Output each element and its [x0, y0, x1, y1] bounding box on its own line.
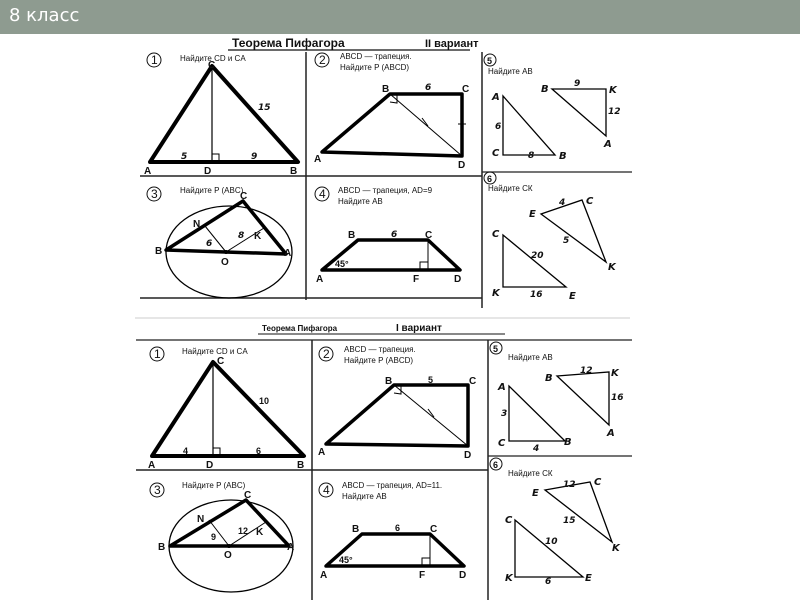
task-number: 6	[493, 460, 499, 470]
task-4	[315, 186, 461, 285]
variant-1-heading: Теорема Пифагора	[262, 324, 338, 333]
task-text: ABCD — трапеция.	[344, 345, 416, 354]
task-text: ABCD — трапеция.	[340, 52, 412, 61]
length-ad: 4	[183, 446, 189, 456]
triangle-abc	[150, 66, 298, 162]
task-text: Найдите СК	[488, 184, 533, 193]
variant-2-label: II вариант	[425, 38, 479, 50]
label-k: K	[256, 527, 264, 538]
label-n: N	[193, 219, 201, 230]
label-b: B	[352, 524, 360, 535]
triangle-abc	[166, 201, 286, 254]
label-c: C	[208, 60, 216, 71]
label-d: D	[464, 450, 472, 461]
task-text: Найдите CD и CA	[180, 54, 246, 63]
label-c: C	[430, 524, 438, 535]
length-ad: 5	[181, 152, 188, 162]
label-c: C	[586, 196, 594, 207]
length-ac: 3	[501, 409, 508, 419]
length-bc: 6	[391, 230, 398, 240]
label-c: C	[425, 230, 433, 241]
variant-2-sheet	[140, 36, 632, 308]
label-f: F	[413, 274, 420, 285]
length-ke: 16	[530, 290, 543, 300]
task-number: 4	[319, 187, 326, 201]
length-bc: 6	[395, 523, 401, 533]
label-b: B	[290, 166, 298, 177]
label-c: C	[498, 438, 506, 449]
label-k: K	[609, 85, 617, 96]
label-c: C	[217, 356, 225, 367]
length-ke: 6	[545, 577, 552, 587]
task-text: Найдите АВ	[488, 67, 533, 76]
task-number: 1	[154, 347, 161, 361]
length-ac: 6	[495, 122, 502, 132]
length-cb: 15	[258, 103, 271, 113]
task-text: Найдите AB	[342, 492, 387, 501]
label-c: C	[462, 84, 470, 95]
length-db: 6	[256, 446, 262, 456]
label-c: C	[492, 148, 500, 159]
label-c: C	[240, 191, 248, 202]
task-1	[148, 347, 304, 471]
label-c: C	[594, 477, 602, 488]
label-c: C	[244, 490, 252, 501]
task-6	[490, 458, 621, 587]
triangle-cke	[503, 235, 566, 287]
length-cb: 4	[533, 444, 540, 454]
label-a: A	[318, 447, 326, 458]
label-d: D	[204, 166, 212, 177]
task-1	[144, 53, 298, 177]
label-n: N	[197, 514, 205, 525]
task-text: Найдите AB	[338, 197, 383, 206]
label-b: B	[564, 437, 572, 448]
triangle-abc	[152, 362, 304, 456]
label-a: A	[314, 154, 322, 165]
task-number: 5	[493, 344, 499, 354]
task-text: ABCD — трапеция, AD=9	[338, 186, 433, 195]
task-5	[484, 54, 621, 162]
label-k: K	[492, 288, 500, 299]
task-text: Найдите CD и CA	[182, 347, 248, 356]
label-k: K	[254, 231, 262, 242]
task-number: 4	[323, 483, 330, 497]
length-on: 9	[211, 532, 217, 542]
label-a: A	[320, 570, 328, 581]
label-e: E	[532, 488, 539, 499]
angle-a: 45°	[335, 259, 349, 269]
label-c: C	[492, 229, 500, 240]
diagonal-bd	[394, 385, 468, 446]
length-on: 6	[206, 239, 213, 249]
task-6	[484, 172, 617, 302]
task-number: 6	[487, 174, 493, 184]
triangle-right	[557, 372, 609, 425]
label-e: E	[569, 291, 576, 302]
length-ok: 12	[238, 526, 249, 536]
label-a: A	[148, 460, 156, 471]
label-d: D	[206, 460, 214, 471]
label-b: B	[541, 84, 549, 95]
triangle-ekc	[545, 482, 612, 542]
center-o	[224, 250, 228, 254]
triangle-cke	[515, 520, 583, 577]
triangle-ekc	[541, 200, 606, 262]
slide-title: 8 класс	[9, 5, 80, 26]
triangle-right	[552, 89, 606, 136]
length-ek: 15	[563, 516, 576, 526]
label-a: A	[607, 428, 615, 439]
task-text: Найдите P (ABCD)	[340, 63, 410, 72]
task-number: 5	[487, 56, 493, 66]
label-b: B	[385, 376, 393, 387]
center-o	[227, 544, 231, 548]
task-2	[314, 52, 469, 171]
length-ec: 12	[563, 480, 576, 490]
angle-a: 45°	[339, 555, 353, 565]
label-d: D	[459, 570, 467, 581]
label-b: B	[348, 230, 356, 241]
label-a: A	[604, 139, 612, 150]
label-b: B	[158, 542, 166, 553]
label-c: C	[505, 515, 513, 526]
task-text: Найдите P (ABC)	[180, 186, 244, 195]
task-3	[150, 481, 294, 592]
label-a: A	[144, 166, 152, 177]
label-a: A	[316, 274, 324, 285]
label-k: K	[611, 368, 619, 379]
length-ka: 12	[608, 107, 621, 117]
task-3	[147, 186, 292, 298]
task-number: 3	[154, 483, 161, 497]
task-text: ABCD — трапеция, AD=11.	[342, 481, 443, 490]
label-e: E	[585, 573, 592, 584]
label-a: A	[498, 382, 506, 393]
length-cb: 8	[528, 151, 535, 161]
task-number: 2	[323, 347, 330, 361]
triangle-left	[509, 386, 565, 441]
diagonal-bd	[390, 94, 462, 156]
label-f: F	[419, 570, 426, 581]
trapezoid-abcd	[326, 385, 468, 446]
triangle-left	[503, 96, 555, 155]
task-4	[319, 481, 466, 581]
task-2	[318, 345, 476, 461]
label-a: A	[492, 92, 500, 103]
task-number: 1	[151, 53, 158, 67]
length-ec: 4	[559, 198, 566, 208]
length-bc: 6	[425, 83, 432, 93]
label-d: D	[458, 160, 466, 171]
length-ek: 5	[563, 236, 570, 246]
label-a: A	[284, 248, 292, 259]
task-text: Найдите СК	[508, 469, 553, 478]
length-ce: 10	[545, 537, 558, 547]
task-text: Найдите P (ABCD)	[344, 356, 414, 365]
label-b: B	[382, 84, 390, 95]
label-k: K	[608, 262, 616, 273]
task-number: 3	[151, 187, 158, 201]
variant-2-heading: Теорема Пифагора	[232, 36, 345, 50]
label-d: D	[454, 274, 462, 285]
label-b: B	[297, 460, 305, 471]
trapezoid-abcd	[322, 94, 462, 156]
triangle-abc	[170, 500, 289, 546]
task-text: Найдите АВ	[508, 353, 553, 362]
label-k: K	[505, 573, 513, 584]
label-b: B	[155, 246, 163, 257]
length-cb: 10	[259, 396, 270, 406]
label-a: A	[287, 542, 295, 553]
variant-1-label: I вариант	[396, 323, 442, 334]
length-bk: 9	[574, 79, 581, 89]
length-db: 9	[251, 152, 258, 162]
label-o: O	[224, 550, 232, 561]
label-c: C	[469, 376, 477, 387]
length-ok: 8	[238, 231, 245, 241]
task-5	[490, 342, 624, 454]
length-bc: 5	[428, 375, 434, 385]
task-number: 2	[319, 53, 326, 67]
label-e: E	[529, 209, 536, 220]
label-k: K	[612, 543, 620, 554]
label-o: O	[221, 257, 229, 268]
length-bk: 12	[580, 366, 593, 376]
variant-1-sheet	[135, 318, 632, 600]
length-ce: 20	[531, 251, 544, 261]
label-b: B	[545, 373, 553, 384]
task-text: Найдите P (ABC)	[182, 481, 246, 490]
length-ka: 16	[611, 393, 624, 403]
label-b: B	[559, 151, 567, 162]
